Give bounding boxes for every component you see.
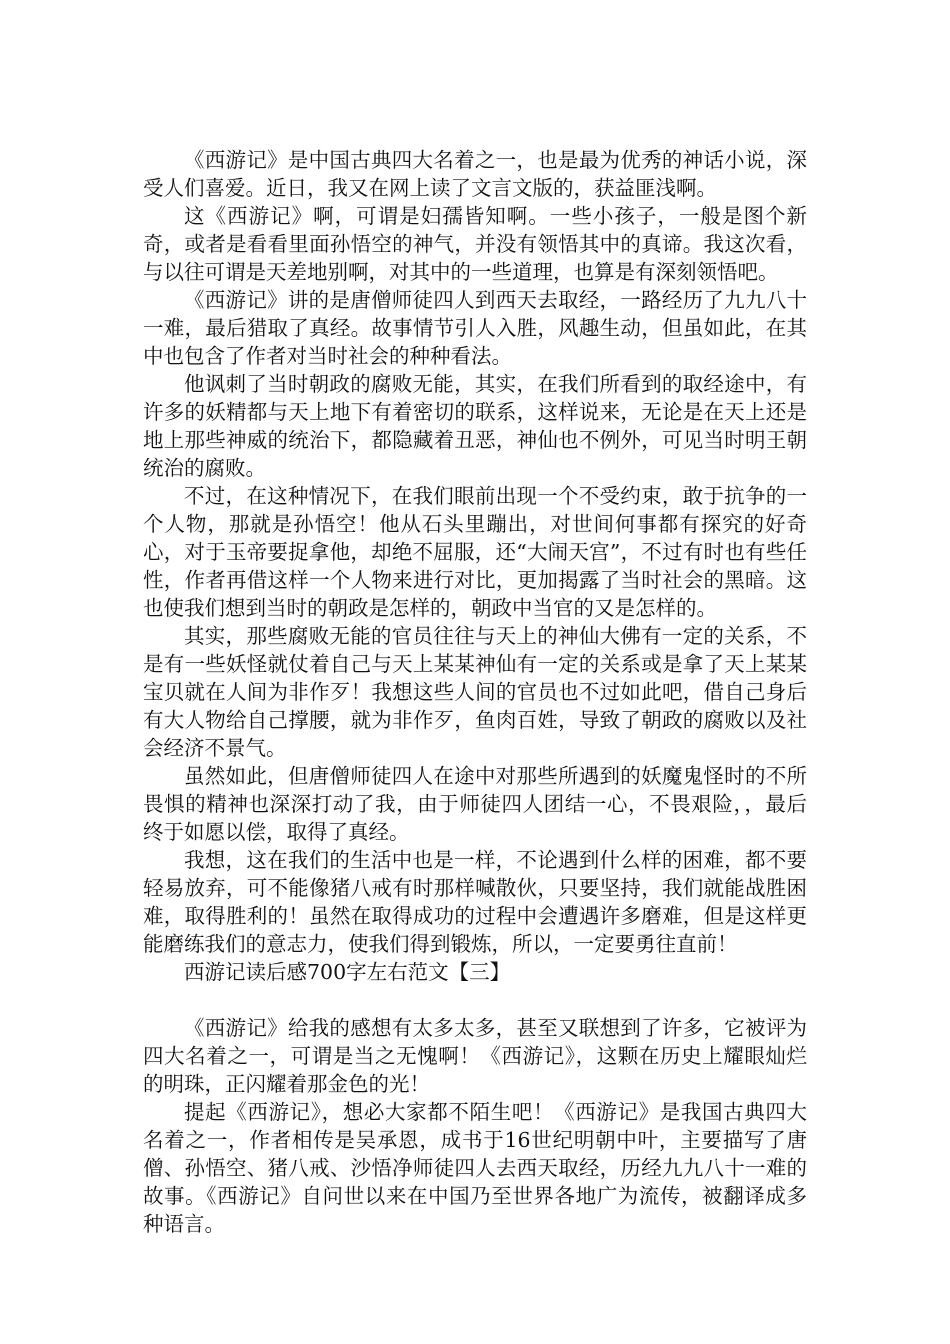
paragraph: 我想，这在我们的生活中也是一样，不论遇到什么样的困难，都不要轻易放弃，可不能像猪八戒有时那样喊散伙，只要坚持，我们就能战胜困难，取得胜利的！虽然在取得成功的过程中会遭遇许多磨难，但是这样更能磨练我们的意志力，使我们得到锻炼，所以，一定要勇往直前！ <box>143 848 807 956</box>
document-page <box>143 146 807 1238</box>
paragraph: 这《西游记》啊，可谓是妇孺皆知啊。一些小孩子，一般是图个新奇，或者是看看里面孙悟空的神气，并没有领悟其中的真谛。我这次看，与以往可谓是天差地别啊，对其中的一些道理，也算是有深刻领悟吧。 <box>143 204 807 284</box>
paragraph: 《西游记》讲的是唐僧师徒四人到西天去取经，一路经历了九九八十一难，最后猎取了真经。故事情节引人入胜，风趣生动，但虽如此，在其中也包含了作者对当时社会的种种看法。 <box>143 288 807 368</box>
paragraph: 虽然如此，但唐僧师徒四人在途中对那些所遇到的妖魔鬼怪时的不所畏惧的精神也深深打动了我，由于师徒四人团结一心，不畏艰险，，最后终于如愿以偿，取得了真经。 <box>143 764 807 844</box>
blank-line <box>143 986 807 1014</box>
paragraph: 提起《西游记》，想必大家都不陌生吧！《西游记》是我国古典四大名着之一，作者相传是吴承恩，成书于16世纪明朝中叶，主要描写了唐僧、孙悟空、猪八戒、沙悟净师徒四人去西天取经，历经九九八十一难的故事。《西游记》自问世以来在中国乃至世界各地广为流传，被翻译成多种语言。 <box>143 1100 807 1236</box>
paragraph: 《西游记》是中国古典四大名着之一，也是最为优秀的神话小说，深受人们喜爱。近日，我又在网上读了文言文版的，获益匪浅啊。 <box>143 148 807 200</box>
paragraph: 其实，那些腐败无能的官员往往与天上的神仙大佛有一定的关系，不是有一些妖怪就仗着自己与天上某某神仙有一定的关系或是拿了天上某某宝贝就在人间为非作歹！我想这些人间的官员也不过如此吧，借自己身后有大人物给自己撑腰，就为非作歹，鱼肉百姓，导致了朝政的腐败以及社会经济不景气。 <box>143 624 807 760</box>
paragraph: 他讽刺了当时朝政的腐败无能，其实，在我们所看到的取经途中，有许多的妖精都与天上地下有着密切的联系，这样说来，无论是在天上还是地上那些神威的统治下，都隐藏着丑恶，神仙也不例外，可见当时明王朝统治的腐败。 <box>143 372 807 480</box>
paragraph: 不过，在这种情况下，在我们眼前出现一个不受约束，敢于抗争的一个人物，那就是孙悟空！他从石头里蹦出，对世间何事都有探究的好奇心，对于玉帝要捉拿他，却绝不屈服，还“大闹天宫”，不过有时也有些任性，作者再借这样一个人物来进行对比，更加揭露了当时社会的黑暗。这也使我们想到当时的朝政是怎样的，朝政中当官的又是怎样的。 <box>143 484 807 620</box>
paragraph: 《西游记》给我的感想有太多太多，甚至又联想到了许多，它被评为四大名着之一，可谓是当之无愧啊！《西游记》，这颗在历史上耀眼灿烂的明珠，正闪耀着那金色的光！ <box>143 1016 807 1096</box>
section-heading: 西游记读后感700字左右范文【三】 <box>184 960 511 984</box>
